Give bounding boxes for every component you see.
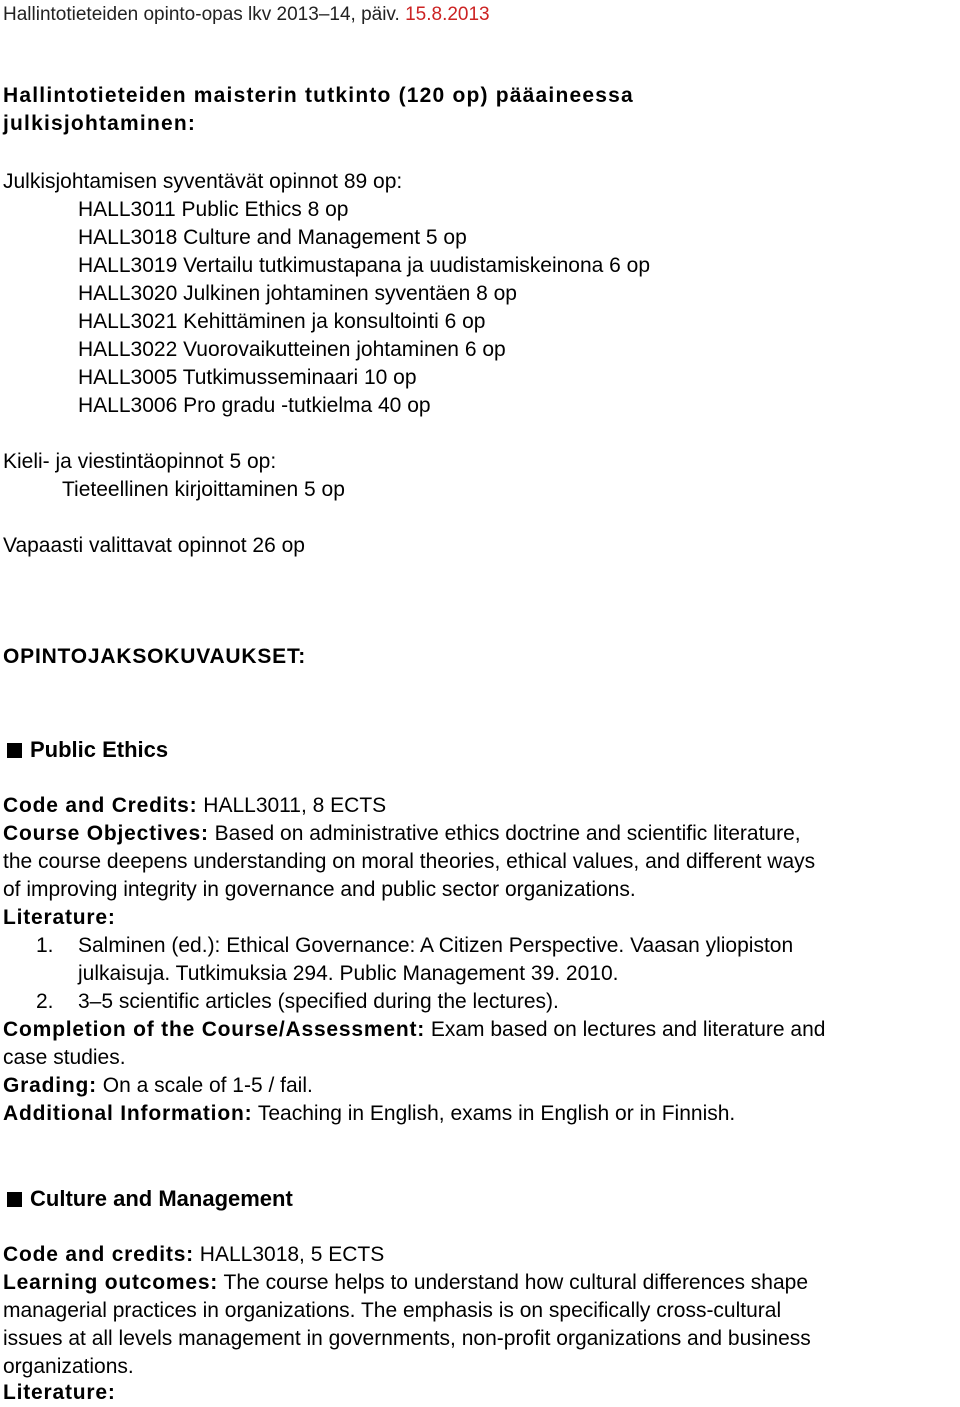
pe-completion-line1 (3, 1016, 825, 1044)
language-studies-heading: Kieli- ja viestintäopinnot 5 op: (3, 450, 277, 473)
square-bullet-icon (7, 743, 22, 758)
course-line: HALL3011 Public Ethics 8 op (78, 198, 349, 221)
pe-lit1-line2: julkaisuja. Tutkimuksia 294. Public Management 39. 2010. (78, 962, 619, 985)
square-bullet-icon (7, 1192, 22, 1207)
course-line: HALL3018 Culture and Management 5 op (78, 226, 467, 249)
pe-completion-line2: case studies. (3, 1046, 126, 1069)
pe-lit2-number: 2. (36, 990, 54, 1013)
pe-additional-value: Teaching in English, exams in English or in Finnish. (252, 1102, 736, 1125)
cm-outcomes-line2: managerial practices in organizations. The emphasis is on specifically cross-cultural (3, 1299, 782, 1322)
cm-literature-label: Literature: (3, 1381, 116, 1404)
course-line: HALL3005 Tutkimusseminaari 10 op (78, 366, 417, 389)
course-line: HALL3006 Pro gradu -tutkielma 40 op (78, 394, 431, 417)
public-ethics-title-text: Public Ethics (30, 737, 169, 762)
course-line: HALL3019 Vertailu tutkimustapana ja uudistamiskeinona 6 op (78, 254, 651, 277)
elective-studies-line: Vapaasti valittavat opinnot 26 op (3, 534, 305, 557)
cm-code-label: Code and credits: (3, 1243, 194, 1266)
cm-outcomes-label: Learning outcomes: (3, 1271, 219, 1294)
course-line: HALL3020 Julkinen johtaminen syventäen 8 op (78, 282, 517, 305)
pe-objectives-line1 (3, 820, 801, 848)
course-line: HALL3022 Vuorovaikutteinen johtaminen 6 op (78, 338, 506, 361)
pe-objectives-text1: Based on administrative ethics doctrine and scientific literature, (208, 822, 801, 845)
pe-lit2-line1: 3–5 scientific articles (specified during the lectures). (78, 990, 559, 1013)
pe-lit1-line1: Salminen (ed.): Ethical Governance: A Citizen Perspective. Vaasan yliopiston (78, 934, 794, 957)
header-text: Hallintotieteiden opinto-opas lkv 2013–14, päiv. (3, 4, 406, 25)
pe-additional-line (3, 1100, 735, 1128)
pe-objectives-label: Course Objectives: (3, 822, 209, 845)
pe-completion-text1: Exam based on lectures and literature and (425, 1018, 826, 1041)
course-line: HALL3021 Kehittäminen ja konsultointi 6 op (78, 310, 486, 333)
pe-grading-value: On a scale of 1-5 / fail. (96, 1074, 313, 1097)
course-descriptions-heading: OPINTOJAKSOKUVAUKSET: (3, 645, 307, 668)
pe-objectives-line3: of improving integrity in governance and public sector organizations. (3, 878, 636, 901)
culture-title-text: Culture and Management (30, 1186, 293, 1211)
degree-title-line2: julkisjohtaminen: (3, 112, 197, 135)
cm-outcomes-text1: The course helps to understand how cultural differences shape (218, 1271, 809, 1294)
pe-objectives-line2: the course deepens understanding on moral theories, ethical values, and different ways (3, 850, 816, 873)
degree-title-line1: Hallintotieteiden maisterin tutkinto (120 op) pääaineessa (3, 84, 634, 107)
cm-code-line (3, 1241, 384, 1269)
running-header (3, 4, 490, 26)
pe-code-label: Code and Credits: (3, 794, 198, 817)
pe-grading-label: Grading: (3, 1074, 97, 1097)
cm-outcomes-line3: issues at all levels management in governments, non-profit organizations and business (3, 1327, 811, 1350)
cm-code-value: HALL3018, 5 ECTS (193, 1243, 385, 1266)
cm-outcomes-line1 (3, 1269, 808, 1297)
culture-title (3, 1185, 293, 1213)
pe-code-value: HALL3011, 8 ECTS (197, 794, 387, 817)
pe-additional-label: Additional Information: (3, 1102, 253, 1125)
public-ethics-title (3, 736, 168, 764)
pe-code-line (3, 792, 386, 820)
pe-grading-line (3, 1072, 313, 1100)
pe-literature-label: Literature: (3, 906, 116, 929)
pe-lit1-number: 1. (36, 934, 54, 957)
pe-completion-label: Completion of the Course/Assessment: (3, 1018, 426, 1041)
advanced-studies-heading: Julkisjohtamisen syventävät opinnot 89 op: (3, 170, 403, 193)
header-date: 15.8.2013 (405, 4, 490, 25)
language-course-line: Tieteellinen kirjoittaminen 5 op (62, 478, 345, 501)
cm-outcomes-line4: organizations. (3, 1355, 134, 1378)
